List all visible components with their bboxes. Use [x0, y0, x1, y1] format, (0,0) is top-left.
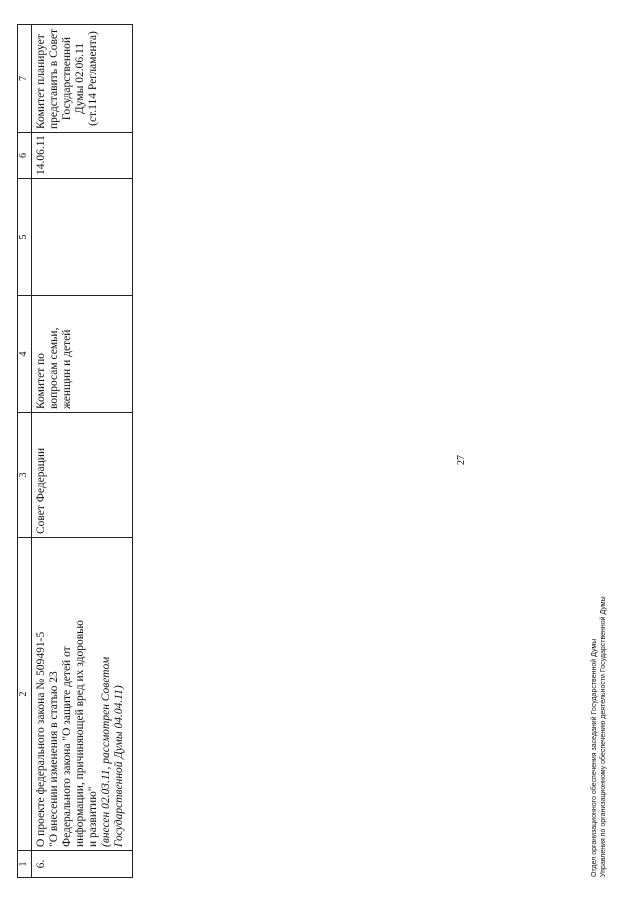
bill-title-line: Федерального закона "О защите детей от	[61, 646, 73, 847]
footer-line: Отдел организационного обеспечения заседаний Государственной Думы	[591, 638, 598, 877]
header-col-1: 1	[18, 851, 32, 878]
row-number: 6.	[32, 851, 133, 878]
header-col-5: 5	[18, 179, 32, 296]
initiator-cell: Совет Федерации	[32, 413, 133, 538]
remark-line: (ст.114 Регламента)	[87, 31, 99, 126]
col5-cell	[32, 179, 133, 296]
header-col-3: 3	[18, 413, 32, 538]
committee-line: вопросам семьи,	[48, 327, 60, 409]
committee-cell	[32, 296, 133, 413]
committee-line: Комитет по	[35, 353, 47, 409]
page-number: 27	[456, 455, 467, 465]
header-col-4: 4	[18, 296, 32, 413]
remark-line: Комитет планирует	[35, 34, 47, 129]
table-row	[32, 25, 133, 878]
footer	[590, 596, 608, 877]
bills-table	[17, 24, 133, 878]
remark-line: Думы 02.06.11	[74, 42, 86, 115]
header-col-7: 7	[18, 25, 32, 133]
bill-title-line: "О внесении изменения в статью 23	[48, 671, 60, 847]
bill-title-line: О проекте федерального закона № 509491-5	[35, 631, 47, 847]
header-col-6: 6	[18, 133, 32, 179]
remark-line: представить в Совет	[48, 28, 60, 129]
bill-title-line: информации, причиняющей вред их здоровью	[74, 620, 86, 847]
bill-note-line: (внесен 02.03.11, рассмотрен Советом	[100, 656, 112, 847]
date-cell: 14.06.11	[32, 133, 133, 179]
remark-line: Государственной	[61, 36, 73, 121]
bill-note-line: Государственной Думы 04.04.11)	[113, 685, 125, 847]
footer-line: Управления по организационному обеспечению деятельности Государственной Думы	[600, 596, 607, 877]
committee-line: женщин и детей	[61, 329, 73, 409]
header-row	[18, 25, 32, 878]
header-col-2: 2	[18, 538, 32, 851]
bill-title-cell	[32, 538, 133, 851]
remark-cell	[32, 25, 133, 133]
bill-title-line: и развитию"	[87, 786, 99, 847]
